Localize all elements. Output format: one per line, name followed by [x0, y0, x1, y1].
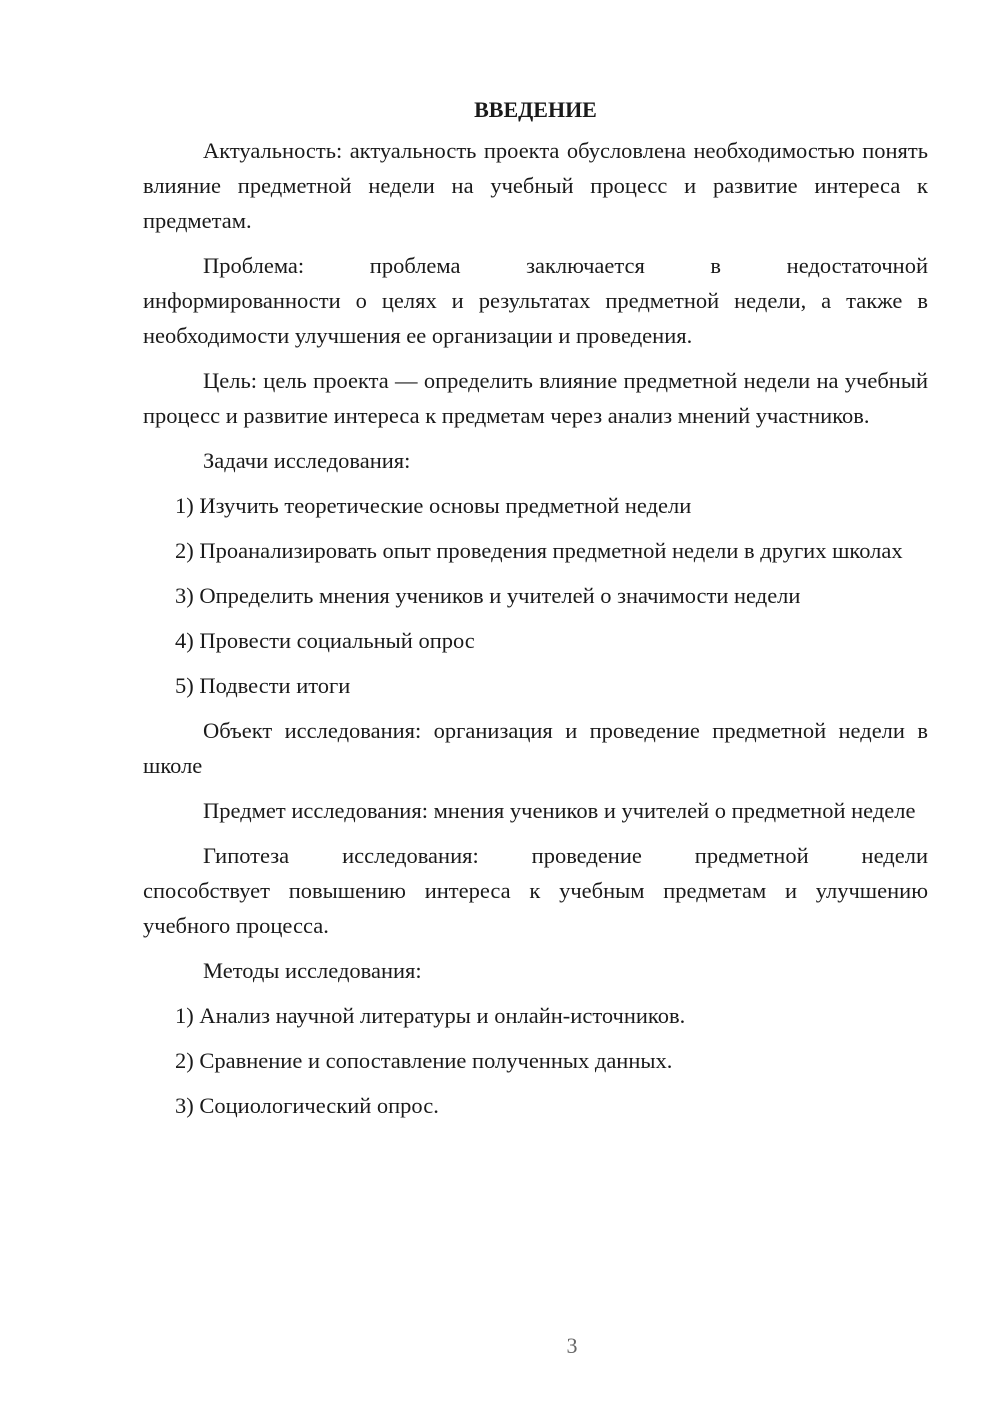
page-title: ВВЕДЕНИЕ [474, 97, 597, 122]
hypothesis-first-line: Гипотеза исследования: проведение предметной недели [203, 843, 928, 868]
methods-heading: Методы исследования: [203, 958, 422, 983]
goal-paragraph: Цель: цель проекта — определить влияние предметной недели на учебный процесс и развитие интереса к предметам через анализ мнений участников. [143, 368, 928, 428]
method-item-2: 2) Сравнение и сопоставление полученных данных. [175, 1048, 673, 1073]
object-paragraph: Объект исследования: организация и проведение предметной недели в школе [143, 718, 928, 778]
relevance-paragraph: Актуальность: актуальность проекта обусловлена необходимостью понять влияние предметной недели на учебный процесс и развитие интереса к предметам. [143, 138, 928, 233]
task-item-3: 3) Определить мнения учеников и учителей о значимости недели [175, 583, 801, 608]
task-item-5: 5) Подвести итоги [175, 673, 351, 698]
tasks-heading: Задачи исследования: [203, 448, 411, 473]
hypothesis-rest: способствует повышению интереса к учебным предметам и улучшению учебного процесса. [143, 878, 928, 938]
document-page [143, 95, 928, 1133]
problem-rest: информированности о целях и результатах предметной недели, а также в необходимости улучшения ее организации и проведения. [143, 288, 928, 348]
subject-paragraph: Предмет исследования: мнения учеников и учителей о предметной неделе [203, 798, 916, 823]
problem-paragraph [143, 248, 928, 353]
hypothesis-paragraph [143, 838, 928, 943]
method-item-3: 3) Социологический опрос. [175, 1093, 439, 1118]
method-item-1: 1) Анализ научной литературы и онлайн-источников. [175, 1003, 686, 1028]
task-item-2: 2) Проанализировать опыт проведения предметной недели в других школах [175, 538, 903, 563]
task-item-1: 1) Изучить теоретические основы предметной недели [175, 493, 692, 518]
task-item-4: 4) Провести социальный опрос [175, 628, 475, 653]
problem-first-line: Проблема: проблема заключается в недостаточной [203, 253, 928, 278]
page-number: 3 [566, 1333, 578, 1358]
